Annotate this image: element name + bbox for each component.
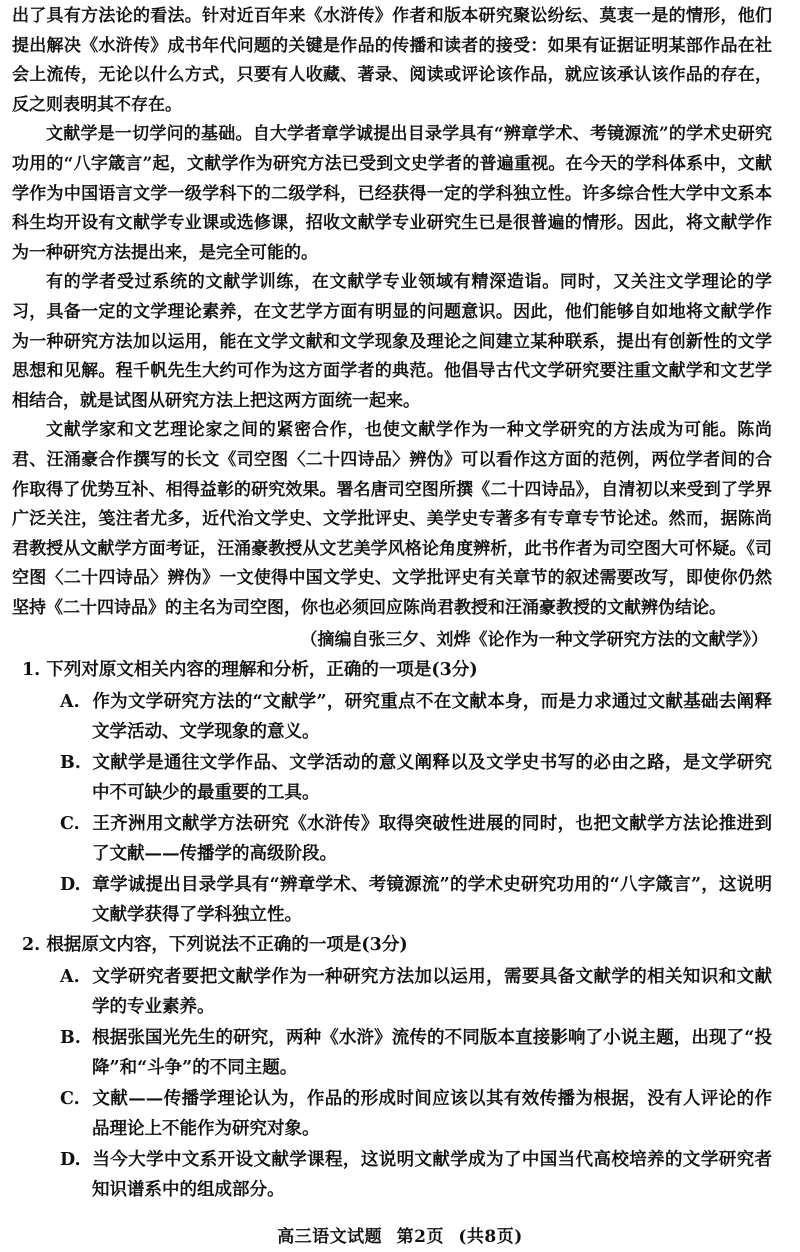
footer-subject: 高三语文试题 [277, 1227, 383, 1247]
option-letter: B. [60, 753, 81, 774]
option-letter: A. [60, 692, 80, 713]
option-text: 作为文学研究方法的“文献学”，研究重点不在文献本身，而是力求通过文献基础去阐释文学活动、文学现象的意义。 [92, 692, 772, 743]
option-letter: B. [60, 1028, 81, 1049]
passage-paragraph-4: 文献学家和文艺理论家之间的紧密合作，也使文献学作为一种文学研究的方法成为可能。陈尚君、汪涌豪合作撰写的长文《司空图〈二十四诗品〉辨伪》可以看作这方面的范例，两位学者间的合作取得了优势互补、相得益彰的研究效果。署名唐司空图所撰《二十四诗品》，自清初以来受到了学界广泛关注，笺注者尤多，近代治文学史、文学批评史、美学史专著多有专章专节论述。然而，据陈尚君教授从文献学方面考证，汪涌豪教授从文艺美学风格论角度辨析，此书作者为司空图大可怀疑。《司空图〈二十四诗品〉辨伪》一文使得中国文学史、文学批评史有关章节的叙述需要改写，即使你仍然坚持《二十四诗品》的主名为司空图，你也必须回应陈尚君教授和汪涌豪教授的文献辨伪结论。 [12, 420, 772, 618]
page-footer [0, 1222, 800, 1247]
option-c [12, 1084, 772, 1144]
option-a [12, 962, 772, 1022]
question-stem: 2. 根据原文内容，下列说法不正确的一项是(3分) [22, 935, 408, 956]
option-d [12, 870, 772, 930]
footer-page-number: 第2页 [396, 1227, 444, 1247]
option-letter: D. [60, 1150, 81, 1171]
option-d [12, 1145, 772, 1205]
option-text: 文献学是通往文学作品、文学活动的意义阐释以及文学史书写的必由之路，是文学研究中不可缺少的最重要的工具。 [92, 753, 772, 804]
passage-source: （摘编自张三夕、刘烨《论作为一种文学研究方法的文献学》） [300, 630, 768, 651]
passage-paragraph-3: 有的学者受过系统的文献学训练，在文献学专业领域有精深造诣。同时，又关注文学理论的学习，具备一定的文学理论素养，在文艺学方面有明显的问题意识。因此，他们能够自如地将文献学作为一种研究方法加以运用，能在文学文献和文学现象及理论之间建立某种联系，提出有创新性的文学思想和见解。程千帆先生大约可作为这方面学者的典范。他倡导古代文学研究要注重文献学和文艺学相结合，就是试图从研究方法上把这两方面统一起来。 [12, 272, 772, 411]
question-2 [12, 930, 772, 1205]
option-b [12, 748, 772, 808]
option-text: 文学研究者要把文献学作为一种研究方法加以运用，需要具备文献学的相关知识和文献学的专业素养。 [92, 967, 772, 1018]
option-c [12, 809, 772, 869]
passage-paragraph-2: 文献学是一切学问的基础。自大学者章学诚提出目录学具有“辨章学术、考镜源流”的学术史研究功用的“八字箴言”起，文献学作为研究方法已受到文史学者的普遍重视。在今天的学科体系中，文献学作为中国语言文学一级学科下的二级学科，已经获得一定的学科独立性。许多综合性大学中文系本科生均开设有文献学专业课或选修课，招收文献学专业研究生已是很普遍的情形。因此，将文献学作为一种研究方法提出来，是完全可能的。 [12, 124, 772, 263]
option-letter: C. [60, 814, 80, 835]
option-text: 当今大学中文系开设文献学课程，这说明文献学成为了中国当代高校培养的文学研究者知识谱系中的组成部分。 [92, 1150, 772, 1201]
question-stem: 1. 下列对原文相关内容的理解和分析，正确的一项是(3分) [22, 660, 478, 681]
option-letter: A. [60, 967, 80, 988]
option-text: 根据张国光先生的研究，两种《水浒》流传的不同版本直接影响了小说主题，出现了“投降”和“斗争”的不同主题。 [92, 1028, 772, 1079]
option-text: 章学诚提出目录学具有“辨章学术、考镜源流”的学术史研究功用的“八字箴言”，这说明文献学获得了学科独立性。 [92, 875, 772, 926]
reading-passage [12, 2, 772, 655]
option-text: 文献——传播学理论认为，作品的形成时间应该以其有效传播为根据，没有人评论的作品理论上不能作为研究对象。 [92, 1089, 772, 1140]
option-a [12, 687, 772, 747]
question-1 [12, 655, 772, 930]
option-text: 王齐洲用文献学方法研究《水浒传》取得突破性进展的同时，也把文献学方法论推进到了文献——传播学的高级阶段。 [92, 814, 772, 865]
passage-paragraph-1: 出了具有方法论的看法。针对近百年来《水浒传》作者和版本研究聚讼纷纭、莫衷一是的情形，他们提出解决《水浒传》成书年代问题的关键是作品的传播和读者的接受：如果有证据证明某部作品在社会上流传，无论以什么方式，只要有人收藏、著录、阅读或评论该作品，就应该承认该作品的存在，反之则表明其不存在。 [12, 6, 772, 115]
option-letter: D. [60, 875, 81, 896]
option-b [12, 1023, 772, 1083]
option-letter: C. [60, 1089, 80, 1110]
footer-total-pages: (共8页) [458, 1227, 523, 1247]
